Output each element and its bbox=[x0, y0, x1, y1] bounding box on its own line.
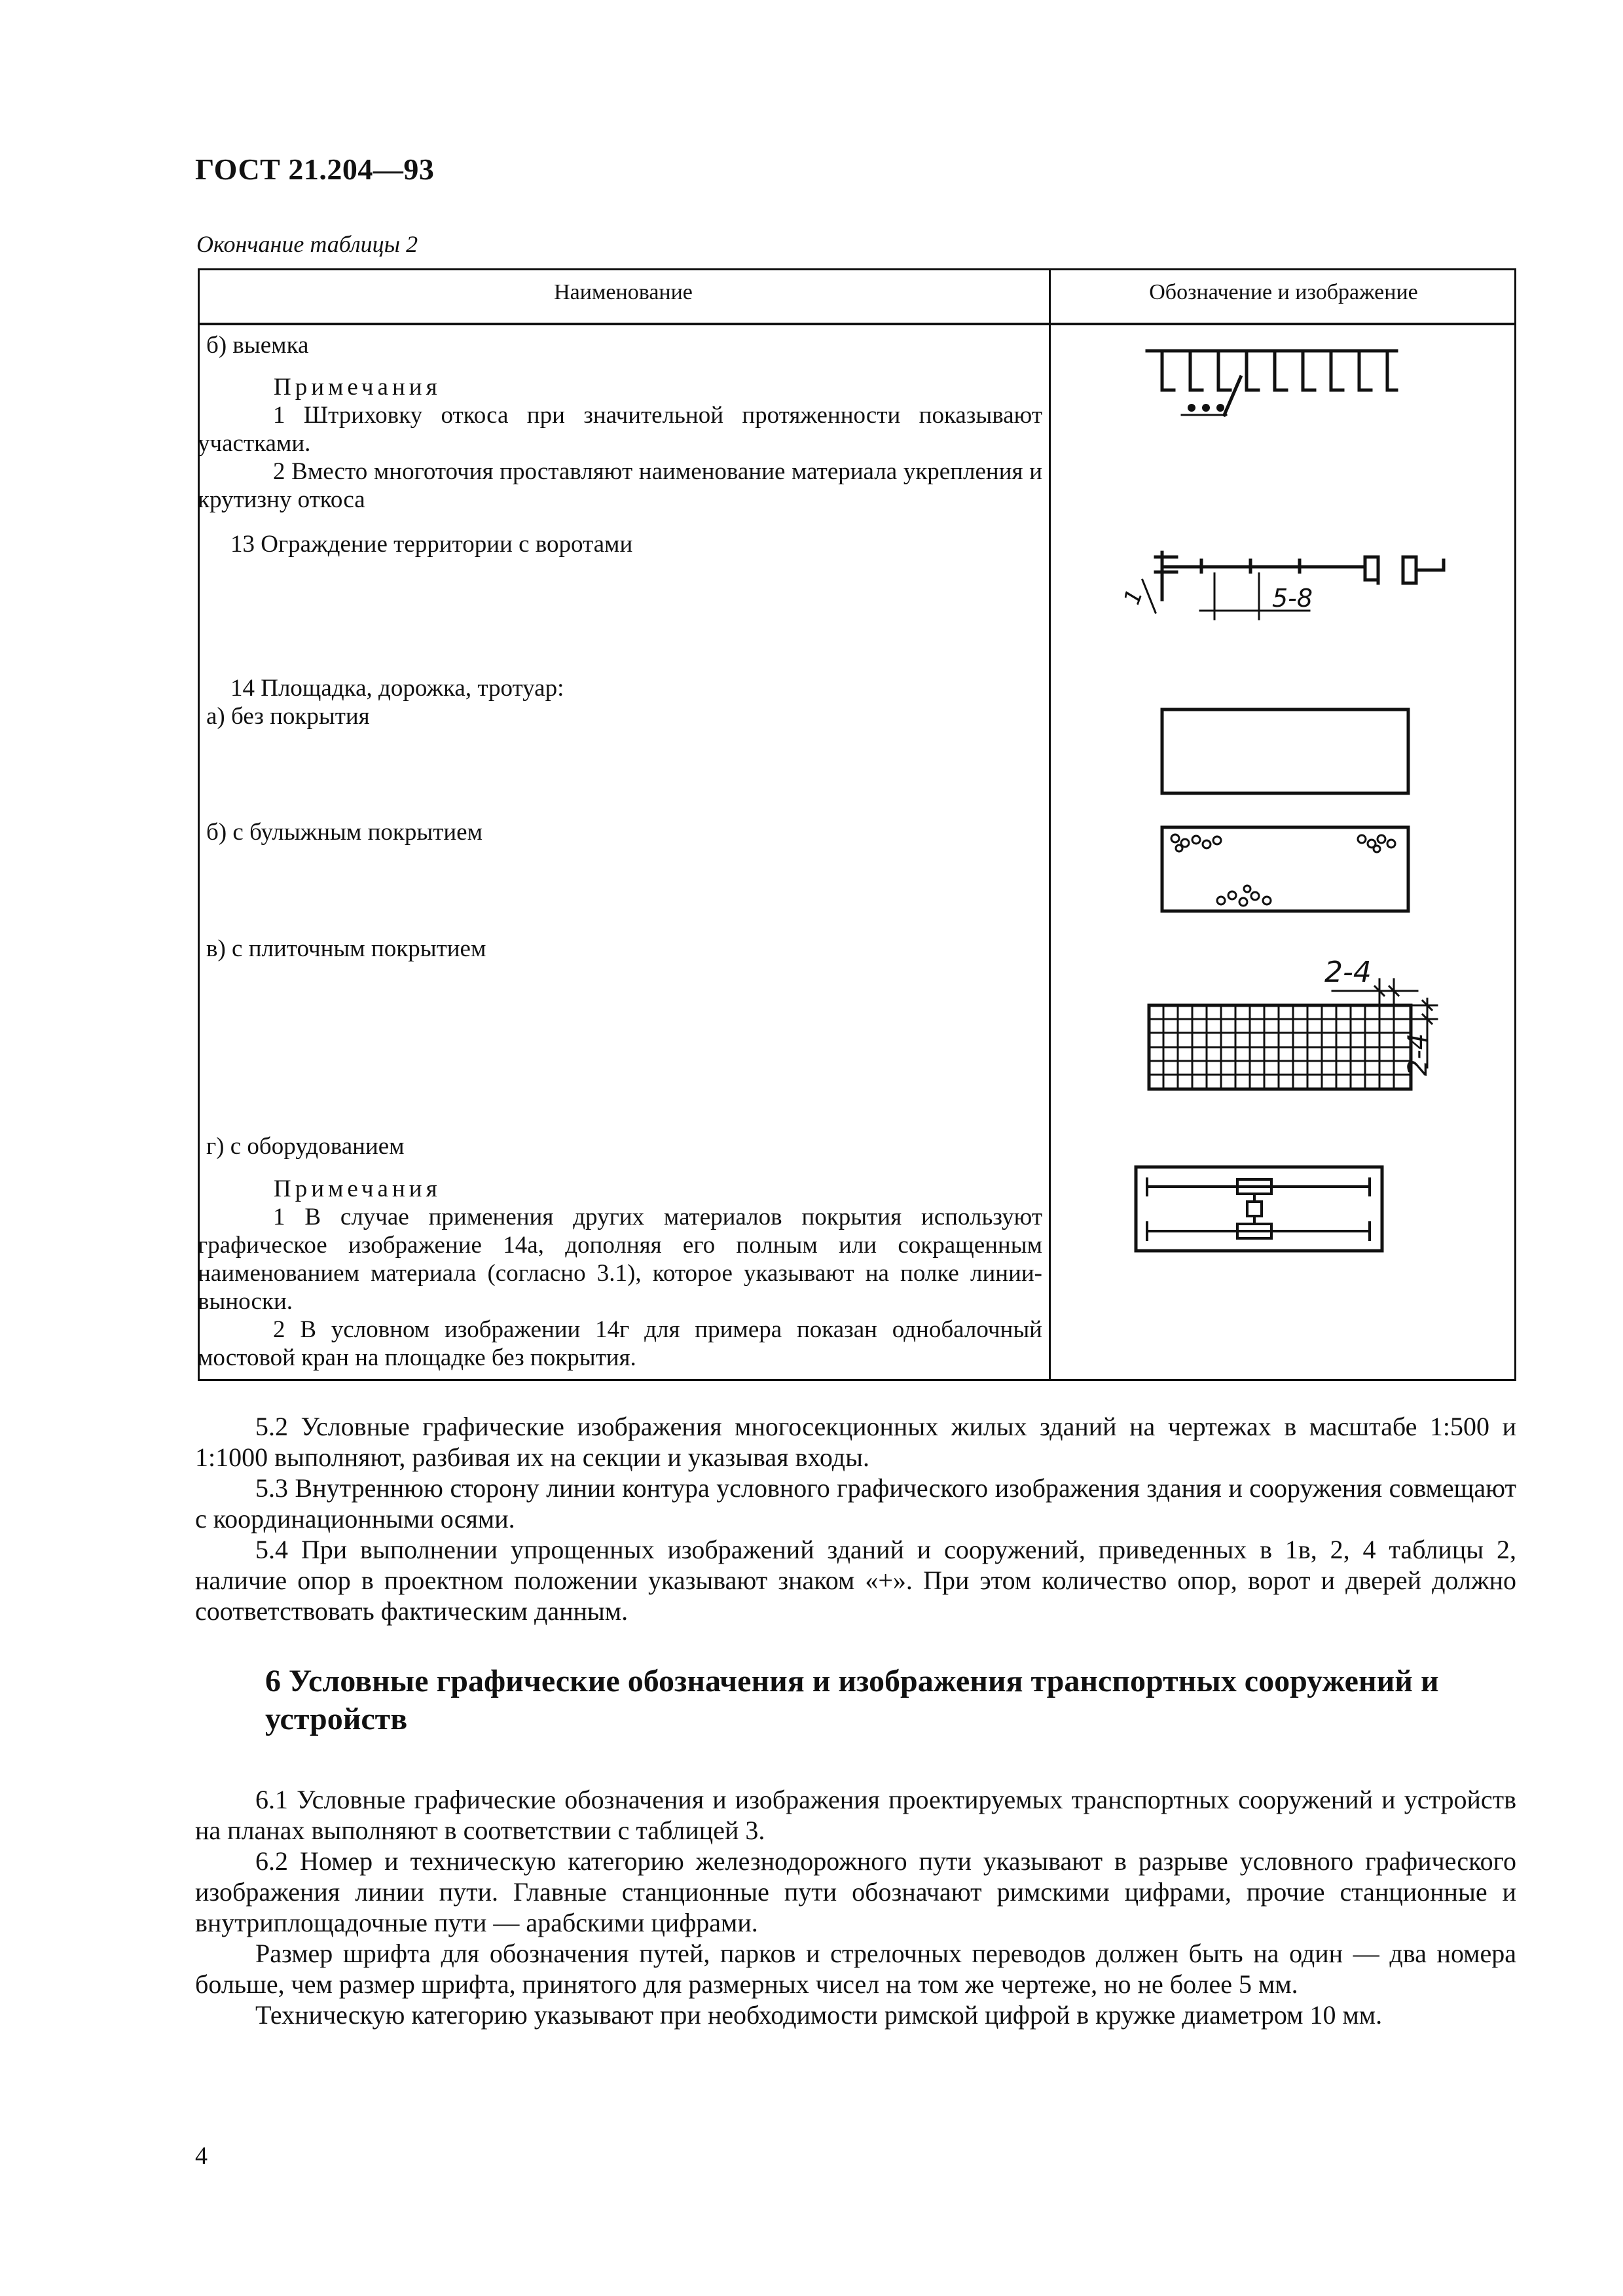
row-excavation-note-1: 1 Штриховку откоса при значительной протяженности показывают участками. bbox=[198, 402, 1042, 457]
paragraph-5-2: 5.2 Условные графические изображения многосекционных жилых зданий на чертежах в масштабе 1:500 и 1:1000 выполняют, разбивая их на секции и указывая входы. bbox=[195, 1412, 1516, 1472]
document-code: ГОСТ 21.204—93 bbox=[195, 152, 435, 186]
column-header-symbol: Обозначение и изображение bbox=[1149, 280, 1418, 304]
excavation-symbol bbox=[1147, 351, 1396, 415]
fence-dimension-5-8: 5-8 bbox=[1272, 584, 1313, 613]
platform-plain-symbol bbox=[1162, 709, 1408, 793]
page-number: 4 bbox=[195, 2142, 208, 2170]
crane-equipment-symbol bbox=[1136, 1167, 1382, 1251]
row-platform-a: а) без покрытия bbox=[206, 703, 370, 730]
row-excavation-title: б) выемка bbox=[206, 332, 309, 359]
cobblestone-pattern bbox=[1171, 834, 1395, 906]
paragraph-6-2: 6.2 Номер и техническую категорию железнодорожного пути указывают в разрыве условного графического изображения линии пути. Главные станционные пути обозначают римскими цифрами, прочие станционные и внутриплощадочные пути — арабскими цифрами. bbox=[195, 1846, 1516, 1937]
row-platform-b: б) с булыжным покрытием bbox=[206, 819, 483, 846]
tile-dimension-side: 2-4 bbox=[1403, 1033, 1433, 1076]
row-excavation-note-2: 2 Вместо многоточия проставляют наименование материала укрепления и крутизну откоса bbox=[198, 458, 1042, 513]
row-platform-v: в) с плиточным покрытием bbox=[206, 935, 486, 962]
paragraph-6-1: 6.1 Условные графические обозначения и изображения проектируемых транспортных сооружений и устройств на планах выполняют в соответствии с таблицей 3. bbox=[195, 1785, 1516, 1845]
row-platform-notes-heading: Примечания bbox=[274, 1175, 441, 1202]
paragraph-5-4: 5.4 При выполнении упрощенных изображений зданий и сооружений, приведенных в 1в, 2, 4 таблицы 2, наличие опор в проектном положении указывают знаком «+». При этом количество опор, ворот и дверей должно соответствовать фактическим данным. bbox=[195, 1535, 1516, 1626]
row-platform-title: 14 Площадка, дорожка, тротуар: bbox=[230, 675, 564, 702]
paragraphs-section-5 bbox=[195, 1411, 1516, 1626]
row-platform-note-2: 2 В условном изображении 14г для примера показан однобалочный мостовой кран на площадке без покрытия. bbox=[198, 1316, 1042, 1371]
row-fence-title: 13 Ограждение территории с воротами bbox=[230, 531, 633, 558]
row-platform-g: г) с оборудованием bbox=[206, 1133, 405, 1160]
row-platform-note-1: 1 В случае применения других материалов покрытия используют графическое изображение 14а, дополняя его полным или сокращенным наименованием материала (согласно 3.1), которое указывают на полке линии-выноски. bbox=[198, 1204, 1042, 1315]
paragraph-6-2-category: Техническую категорию указывают при необходимости римской цифрой в кружке диаметром 10 мм. bbox=[255, 2000, 1383, 2030]
fence-dimension-1: 1 bbox=[1118, 586, 1148, 609]
paragraph-5-3: 5.3 Внутреннюю сторону линии контура условного графического изображения здания и сооружения совмещают с координационными осями. bbox=[195, 1473, 1516, 1534]
tile-dimension-top: 2-4 bbox=[1324, 956, 1372, 989]
section-6-title: 6 Условные графические обозначения и изображения транспортных сооружений и устройств bbox=[265, 1664, 1439, 1736]
paragraphs-section-6 bbox=[195, 1784, 1516, 2030]
table-caption: Окончание таблицы 2 bbox=[196, 231, 418, 257]
column-header-name: Наименование bbox=[554, 280, 693, 304]
row-excavation-notes-heading: Примечания bbox=[274, 374, 441, 401]
tile-grid-symbol bbox=[1149, 979, 1437, 1089]
symbol-drawings bbox=[1051, 325, 1516, 1380]
paragraph-6-2-font-size: Размер шрифта для обозначения путей, парков и стрелочных переводов должен быть на один — два номера больше, чем размер шрифта, принятого для размерных чисел на том же чертеже, но не более 5 мм. bbox=[195, 1939, 1516, 1999]
